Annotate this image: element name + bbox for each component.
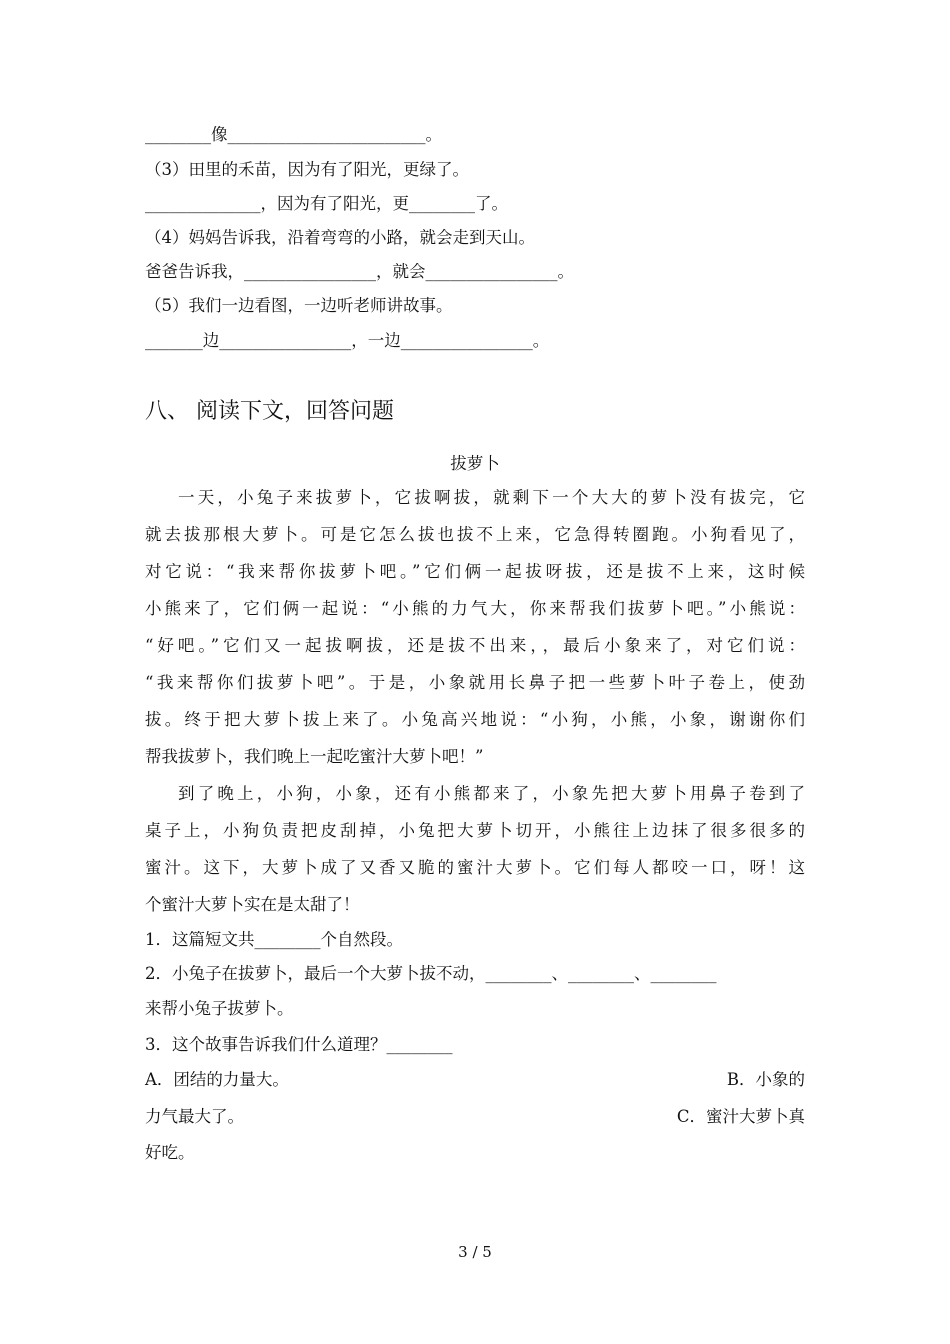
section-heading: 八、 阅读下文，回答问题 [145, 399, 394, 424]
story-title: 拔萝卜 [450, 454, 500, 473]
option-a: A．团结的力量大。 [145, 1070, 289, 1089]
story-line: “我来帮你们拔萝卜吧”。于是，小象就用长鼻子把一些萝卜叶子卷上，使劲 [145, 673, 805, 692]
option-b-continued: 力气最大了。 [145, 1107, 244, 1126]
question-2: 2．小兔子在拔萝卜，最后一个大萝卜拔不动，________、________、________ [145, 964, 717, 983]
story-line: 帮我拔萝卜，我们晚上一起吃蜜汁大萝卜吧！” [145, 747, 484, 766]
story-line: 到了晚上，小狗，小象，还有小熊都来了，小象先把大萝卜用鼻子卷到了 [178, 784, 805, 803]
exercise-item-5: （5）我们一边看图，一边听老师讲故事。 [145, 296, 453, 315]
question-3: 3．这个故事告诉我们什么道理？________ [145, 1035, 453, 1054]
exercise-item-5-answer: _______边________________，一边________________。 [145, 331, 550, 350]
exercise-item-3: （3）田里的禾苗，因为有了阳光，更绿了。 [145, 160, 469, 179]
exercise-item-4: （4）妈妈告诉我，沿着弯弯的小路，就会走到天山。 [145, 228, 535, 247]
story-line: 对它说：“我来帮你拔萝卜吧。”它们俩一起拔呀拔，还是拔不上来，这时候 [145, 562, 805, 581]
story-line: 蜜汁。这下，大萝卜成了又香又脆的蜜汁大萝卜。它们每人都咬一口，呀！这 [145, 858, 805, 877]
exercise-line: ________像________________________。 [145, 125, 442, 144]
story-line: 拔。终于把大萝卜拔上来了。小兔高兴地说：“小狗，小熊，小象，谢谢你们 [145, 710, 805, 729]
question-2-continued: 来帮小兔子拔萝卜。 [145, 999, 294, 1018]
story-line: 小熊来了，它们俩一起说：“小熊的力气大，你来帮我们拔萝卜吧。”小熊说： [145, 599, 805, 618]
story-line: “好吧。”它们又一起拔啊拔，还是拔不出来，，最后小象来了，对它们说： [145, 636, 805, 655]
story-line: 一天，小兔子来拔萝卜，它拔啊拔，就剩下一个大大的萝卜没有拔完，它 [178, 488, 805, 507]
option-b: B．小象的 [726, 1070, 805, 1089]
story-line: 桌子上，小狗负责把皮刮掉，小兔把大萝卜切开，小熊往上边抹了很多很多的 [145, 821, 805, 840]
option-c: C．蜜汁大萝卜真 [676, 1107, 805, 1126]
story-line: 就去拔那根大萝卜。可是它怎么拔也拔不上来，它急得转圈跑。小狗看见了， [145, 525, 805, 544]
story-line: 个蜜汁大萝卜实在是太甜了！ [145, 895, 360, 914]
option-c-continued: 好吃。 [145, 1143, 195, 1162]
page-number: 3 / 5 [458, 1243, 492, 1261]
exercise-item-3-answer: ______________，因为有了阳光，更________了。 [145, 194, 508, 213]
question-1: 1．这篇短文共________个自然段。 [145, 930, 403, 949]
exercise-item-4-answer: 爸爸告诉我，________________，就会________________。 [145, 262, 574, 281]
